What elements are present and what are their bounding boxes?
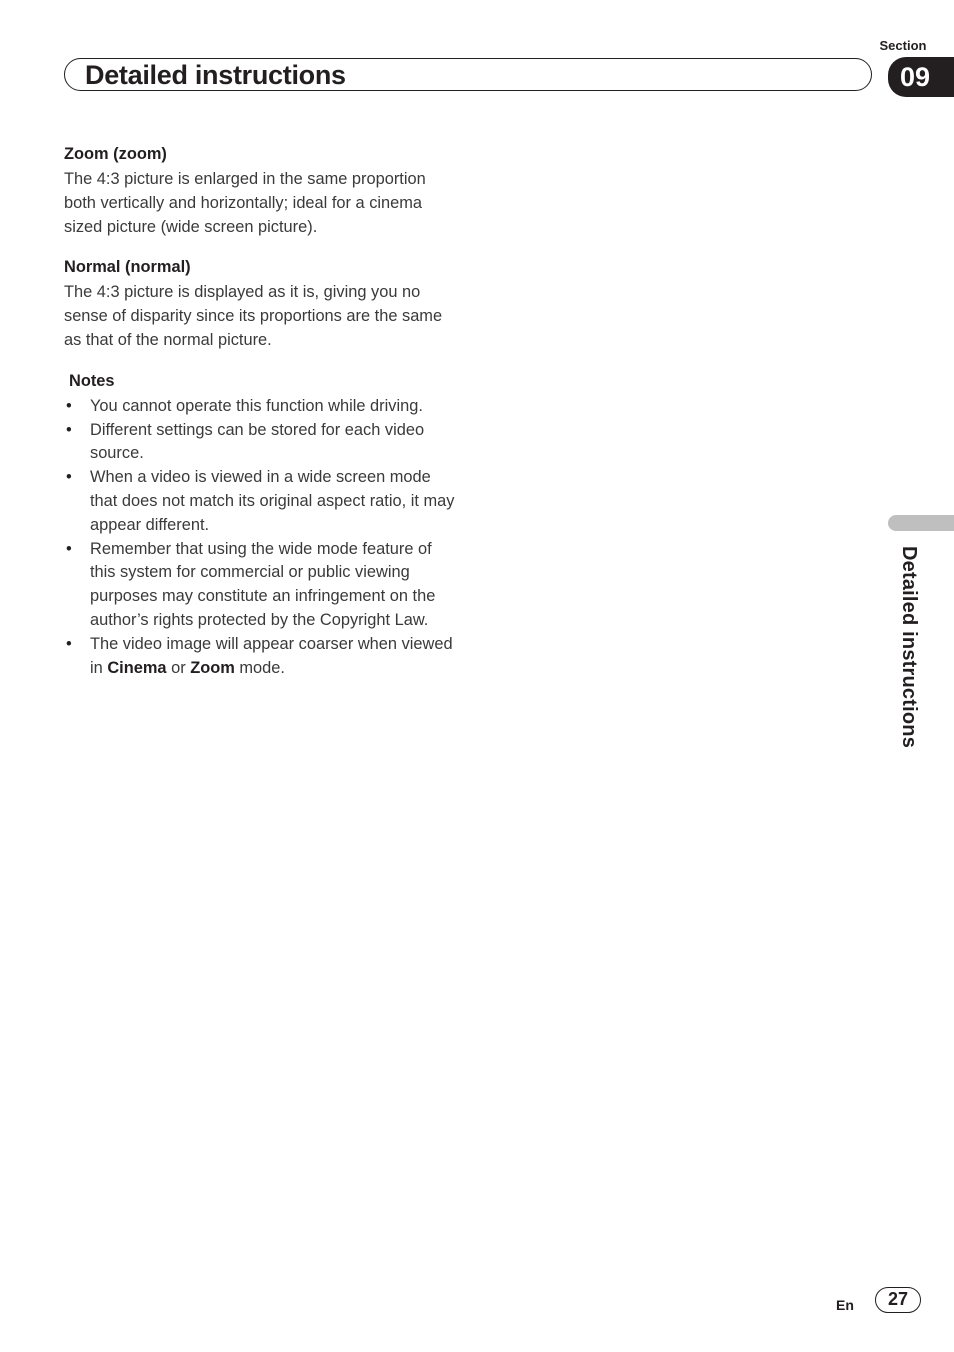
bullet-icon: •	[66, 634, 72, 653]
list-item	[64, 395, 456, 419]
page-number: 27	[875, 1287, 921, 1313]
section-number: 09	[900, 62, 931, 92]
note-text	[90, 635, 453, 677]
list-item	[64, 419, 456, 467]
bullet-icon: •	[66, 539, 72, 558]
note-text-middle: or	[166, 658, 191, 677]
list-item	[64, 633, 456, 681]
side-tab-marker	[888, 515, 954, 531]
note-text: When a video is viewed in a wide screen mode that does not match its original aspect ratio, it may appear different.	[90, 468, 455, 534]
notes-heading: Notes	[69, 371, 115, 390]
normal-description: The 4:3 picture is displayed as it is, giving you no sense of disparity since its proportions are the same as that of the normal picture.	[64, 283, 443, 349]
bullet-icon: •	[66, 396, 72, 415]
bullet-icon: •	[66, 468, 72, 487]
note-text: You cannot operate this function while driving.	[90, 396, 423, 415]
language-label: En	[836, 1297, 854, 1313]
bullet-icon: •	[66, 420, 72, 439]
main-content	[64, 142, 456, 680]
page-title: Detailed instructions	[85, 60, 346, 90]
note-text: Remember that using the wide mode feature of this system for commercial or public viewing purposes may constitute an infringement on the author’s rights protected by the Copyright Law.	[90, 539, 436, 629]
note-text-end: mode.	[234, 658, 285, 677]
zoom-description: The 4:3 picture is enlarged in the same proportion both vertically and horizontally; ideal for a cinema sized picture (wide screen picture).	[64, 170, 426, 236]
zoom-heading: Zoom (zoom)	[64, 145, 167, 163]
zoom-keyword: Zoom	[190, 658, 235, 677]
page-title-bar	[64, 58, 872, 91]
cinema-keyword: Cinema	[107, 658, 167, 677]
notes-list	[64, 395, 456, 681]
normal-heading: Normal (normal)	[64, 258, 191, 277]
note-text: Different settings can be stored for each video source.	[90, 420, 425, 463]
section-number-tab	[888, 57, 954, 97]
side-tab-label: Detailed instructions	[898, 546, 920, 749]
section-label: Section	[879, 38, 927, 53]
list-item	[64, 466, 456, 537]
note-text-start: The video image will appear coarser when viewed in	[90, 634, 453, 677]
list-item	[64, 538, 456, 633]
